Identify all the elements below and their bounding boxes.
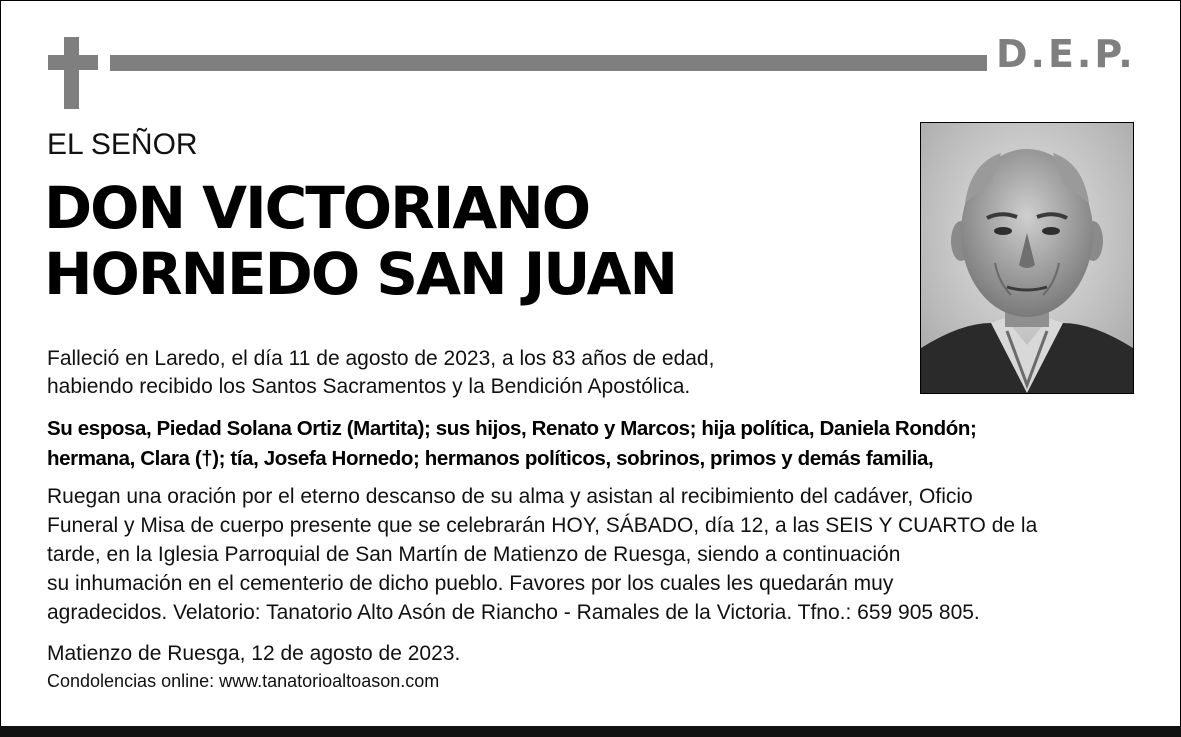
funeral-request	[47, 482, 1147, 627]
request-line: tarde, en la Iglesia Parroquial de San Martín de Matienzo de Ruesga, siendo a continuación	[47, 543, 901, 566]
deceased-name-line1: DON VICTORIANO	[44, 174, 590, 242]
portrait-photo	[920, 122, 1134, 394]
condolences-link[interactable]: Condolencias online: www.tanatorioaltoason.com	[47, 671, 440, 691]
header-rule	[110, 55, 987, 71]
deceased-name-line2: HORNEDO SAN JUAN	[44, 240, 677, 308]
family-line: hermana, Clara (†); tía, Josefa Hornedo; hermanos políticos, sobrinos, primos y demás familia,	[47, 447, 934, 470]
deceased-name	[44, 175, 676, 307]
death-notice	[47, 345, 907, 401]
death-notice-line: Falleció en Laredo, el día 11 de agosto de 2023, a los 83 años de edad,	[47, 347, 715, 370]
portrait-image	[921, 123, 1133, 393]
place-date: Matienzo de Ruesga, 12 de agosto de 2023.	[47, 642, 461, 665]
honorific: EL SEÑOR	[47, 128, 198, 161]
bottom-rule	[0, 726, 1181, 737]
family-line: Su esposa, Piedad Solana Ortiz (Martita); sus hijos, Renato y Marcos; hija política, Daniela Rondón;	[47, 417, 977, 440]
request-line: su inhumación en el cementerio de dicho pueblo. Favores por los cuales les quedarán muy	[47, 572, 894, 595]
death-notice-line: habiendo recibido los Santos Sacramentos y la Bendición Apostólica.	[47, 375, 691, 398]
request-line: Ruegan una oración por el eterno descanso de su alma y asistan al recibimiento del cadáver, Oficio	[47, 485, 973, 508]
family-list	[47, 414, 1147, 474]
request-line: Funeral y Misa de cuerpo presente que se celebrarán HOY, SÁBADO, día 12, a las SEIS Y CUARTO de la	[47, 514, 1038, 537]
dep-label: D.E.P.	[996, 32, 1136, 76]
request-line: agradecidos. Velatorio: Tanatorio Alto Asón de Riancho - Ramales de la Victoria. Tfno.: 659 905 805.	[47, 601, 980, 624]
